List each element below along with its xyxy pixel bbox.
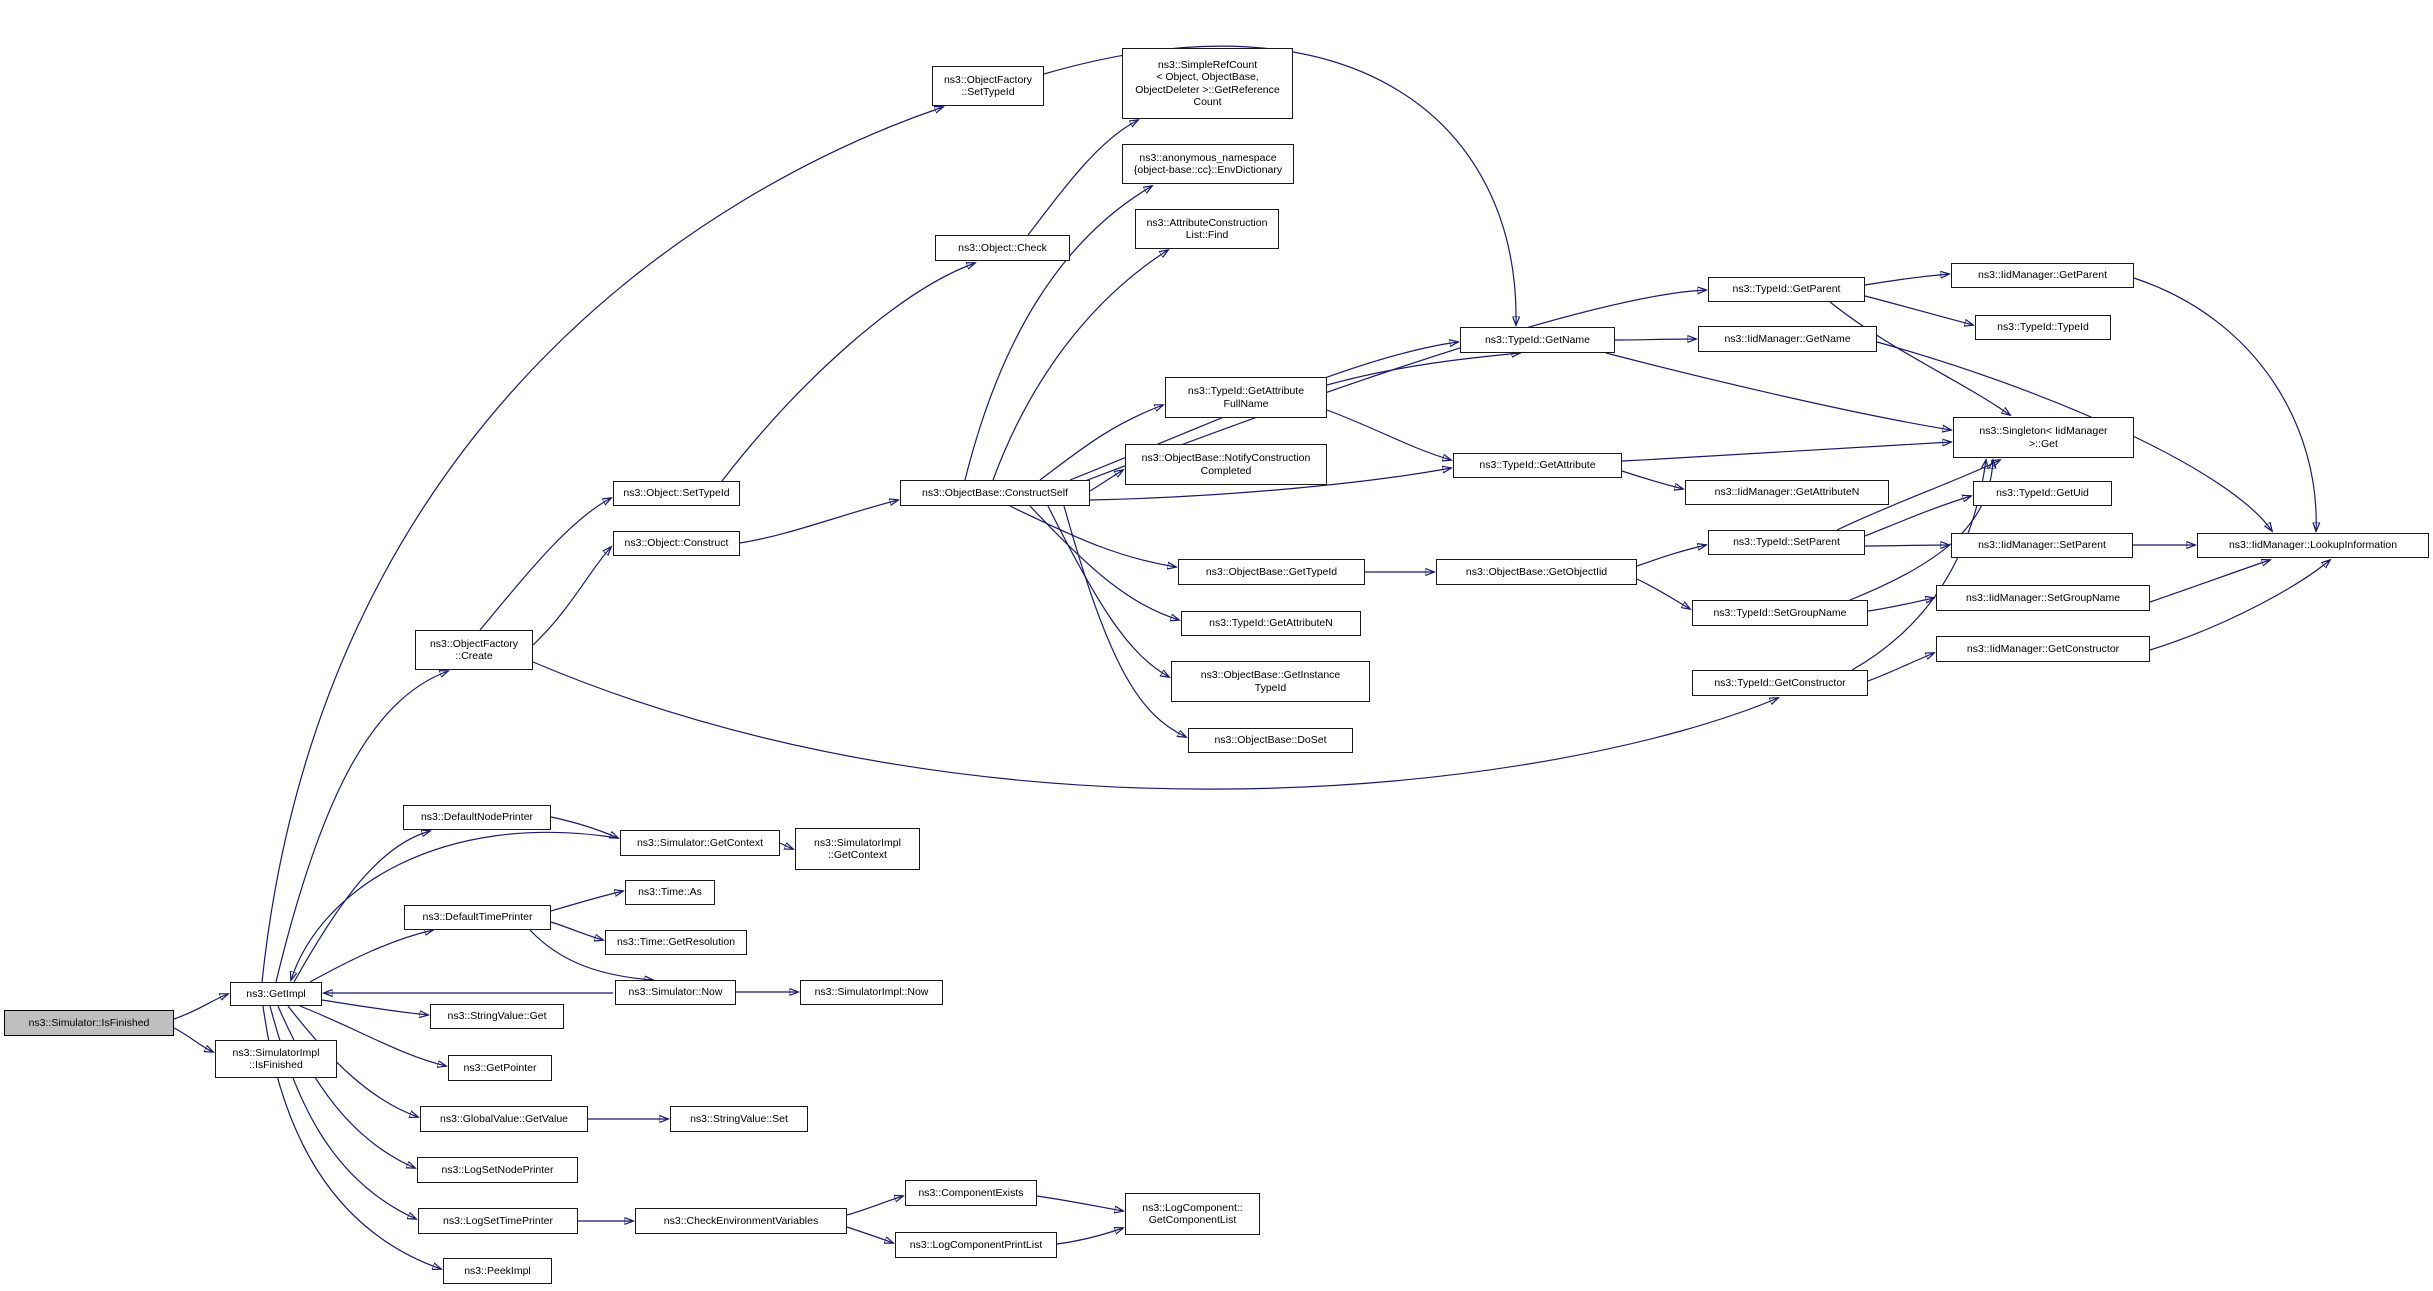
node-label: ns3::PeekImpl <box>464 1264 531 1277</box>
edge-ob_getobjectiid-tid_setgroupname <box>1637 579 1690 609</box>
node-label: ns3::Object::Construct <box>624 537 729 550</box>
edge-constructself-ob_gettypeid <box>1010 506 1176 567</box>
node-label: ns3::ObjectBase::GetInstance <box>1200 669 1341 681</box>
edge-constructself-ob_getinstancetypeid <box>1048 506 1169 677</box>
node-sim_getcontext[interactable] <box>620 830 780 856</box>
edge-tid_getattribute-singleton_get <box>1622 442 1951 461</box>
node-label: ns3::Time::GetResolution <box>616 936 736 949</box>
node-label: ns3::Simulator::IsFinished <box>28 1016 150 1029</box>
node-label: ns3::anonymous_namespace <box>1139 151 1277 164</box>
node-tid_setgroupname[interactable] <box>1692 600 1868 626</box>
node-label: ns3::TypeId::GetParent <box>1732 283 1841 296</box>
node-getimpl[interactable] <box>230 982 322 1006</box>
node-label: FullName <box>1223 397 1269 410</box>
node-label: ns3::TypeId::GetName <box>1484 333 1591 346</box>
node-label: ::GetContext <box>828 849 887 861</box>
node-tid_getname[interactable] <box>1460 327 1615 353</box>
edge-tid_setparent-iid_setparent <box>1865 545 1949 546</box>
node-label: ns3::Singleton< IidManager <box>1979 425 2108 437</box>
node-label: ns3::ObjectBase::GetObjectIid <box>1465 565 1608 578</box>
node-label: ns3::GlobalValue::GetValue <box>439 1112 569 1125</box>
node-label: ns3::SimulatorImpl::Now <box>814 986 929 999</box>
node-label: GetComponentList <box>1148 1214 1237 1226</box>
node-label: ns3::ObjectBase::DoSet <box>1214 734 1327 747</box>
edge-of_create-obj_settypeid <box>480 498 611 630</box>
node-label: ns3::SimulatorImpl <box>232 1046 320 1059</box>
node-label: ns3::ComponentExists <box>918 1186 1024 1199</box>
node-constructself[interactable] <box>900 480 1090 506</box>
node-iid_setgroupname[interactable] <box>1936 585 2150 611</box>
node-label: ns3::SimpleRefCount <box>1157 58 1258 71</box>
node-label: ns3::IidManager::LookupInformation <box>2228 539 2398 552</box>
node-peekimpl[interactable] <box>443 1258 552 1284</box>
node-label: ns3::IidManager::SetParent <box>1978 539 2106 552</box>
node-obj_construct[interactable] <box>613 531 740 556</box>
node-envdict[interactable] <box>1122 144 1294 184</box>
edge-obj_construct-constructself <box>740 500 898 543</box>
edge-sim_getcontext-simimpl_getcontext <box>780 843 793 849</box>
node-label: ns3::CheckEnvironmentVariables <box>663 1214 819 1227</box>
node-sim_now[interactable] <box>615 980 736 1005</box>
node-label: ns3::StringValue::Get <box>447 1010 547 1023</box>
node-simimpl_now[interactable] <box>800 980 943 1005</box>
edge-iid_getconstructor-lookupinfo <box>2150 560 2330 650</box>
node-ob_getinstancetypeid[interactable] <box>1171 661 1370 702</box>
node-label: >::Get <box>2029 437 2058 450</box>
node-label: ns3::TypeId::SetParent <box>1733 536 1840 549</box>
edge-getimpl-stringvalue_get <box>322 1000 428 1015</box>
node-label: ns3::Simulator::Now <box>628 986 723 999</box>
node-logsetnodeprinter[interactable] <box>417 1157 578 1183</box>
node-label: ns3::Simulator::GetContext <box>636 836 764 849</box>
node-iid_getconstructor[interactable] <box>1936 636 2150 662</box>
node-label: ::Create <box>455 650 493 662</box>
edge-getimpl-logsettimeprinter <box>270 1006 416 1219</box>
node-label: ns3::TypeId::GetAttributeN <box>1209 617 1333 630</box>
node-label: List::Find <box>1185 229 1229 241</box>
node-label: Completed <box>1200 464 1252 477</box>
node-label: ns3::ObjectBase::NotifyConstruction <box>1141 452 1311 464</box>
node-label: ns3::GetPointer <box>463 1061 537 1074</box>
node-label: ns3::TypeId::GetUid <box>1996 487 2089 500</box>
node-iid_getattributen[interactable] <box>1685 480 1889 505</box>
edge-obj_settypeid-obj_check <box>722 263 975 481</box>
edge-defaulttimeprinter-time_getres <box>551 922 603 940</box>
node-label: TypeId <box>1254 681 1287 694</box>
edge-of_create-obj_construct <box>533 547 611 645</box>
edge-iid_setgroupname-lookupinfo <box>2150 560 2270 602</box>
node-label: ns3::IidManager::GetParent <box>1978 269 2107 282</box>
node-label: ns3::LogSetTimePrinter <box>443 1214 553 1227</box>
node-tid_typeid[interactable] <box>1975 315 2111 340</box>
node-label: {object-base::cc}::EnvDictionary <box>1133 164 1283 176</box>
node-lookupinfo[interactable] <box>2197 533 2429 558</box>
node-defaulttimeprinter[interactable] <box>404 905 551 930</box>
edge-sim_isfinished-getimpl <box>174 994 228 1019</box>
node-stringvalue_set[interactable] <box>670 1106 808 1132</box>
node-tid_getconstructor[interactable] <box>1692 670 1868 696</box>
edge-getimpl-logsetnodeprinter <box>278 1006 415 1168</box>
edge-checkenv-logcomponentprintlist <box>847 1227 893 1243</box>
node-tid_getattributen[interactable] <box>1181 611 1361 636</box>
node-label: ns3::TypeId::GetAttribute <box>1479 459 1596 472</box>
edge-ob_getobjectiid-tid_setparent <box>1637 545 1706 566</box>
node-simimpl_isfinished[interactable] <box>215 1040 337 1078</box>
edge-constructself-ob_doset <box>1064 506 1186 737</box>
node-checkenv[interactable] <box>635 1208 847 1234</box>
node-ob_gettypeid[interactable] <box>1178 559 1365 585</box>
edge-of_create-tid_getconstructor <box>533 662 1778 789</box>
node-label: ns3::TypeId::TypeId <box>1997 321 2089 334</box>
node-getpointer[interactable] <box>448 1055 552 1081</box>
node-tid_getattribute[interactable] <box>1453 453 1622 478</box>
edge-logcomponentprintlist-getcomponentlist <box>1057 1228 1123 1244</box>
node-defaultnodeprinter[interactable] <box>403 805 551 830</box>
node-simplerefcount[interactable] <box>1122 48 1293 119</box>
edge-componentexists-getcomponentlist <box>1037 1196 1123 1211</box>
edge-tid_getparent-tid_typeid <box>1865 296 1973 325</box>
edge-defaultnodeprinter-sim_getcontext <box>551 817 618 838</box>
node-globalvalue_getvalue[interactable] <box>420 1106 588 1132</box>
node-time_as[interactable] <box>625 880 715 905</box>
node-label: ::SetTypeId <box>961 86 1015 98</box>
node-label: ::IsFinished <box>249 1059 303 1071</box>
edge-tid_getattribute-iid_getattributen <box>1622 471 1683 489</box>
node-label: ns3::ObjectFactory <box>429 637 519 650</box>
node-getcomponentlist[interactable] <box>1125 1193 1260 1235</box>
node-label: ns3::LogComponent:: <box>1142 1201 1243 1214</box>
node-label: ns3::ObjectFactory <box>943 73 1033 86</box>
edge-fullname-tid_getattribute <box>1327 410 1451 460</box>
node-singleton_get[interactable] <box>1953 417 2134 458</box>
node-label: < Object, ObjectBase, <box>1156 71 1259 83</box>
node-label: ns3::DefaultTimePrinter <box>422 911 533 924</box>
node-componentexists[interactable] <box>905 1180 1037 1206</box>
edge-tid_getname-iid_getname <box>1615 339 1696 340</box>
node-label: ns3::TypeId::SetGroupName <box>1713 606 1847 619</box>
node-simimpl_getcontext[interactable] <box>795 828 920 870</box>
node-of_settypeid[interactable] <box>932 66 1044 106</box>
node-label: ns3::IidManager::SetGroupName <box>1965 591 2121 604</box>
node-label: ns3::AttributeConstruction <box>1146 216 1268 229</box>
node-label: ns3::ObjectBase::ConstructSelf <box>922 486 1068 499</box>
edge-iid_getparent-lookupinfo <box>2134 278 2316 531</box>
node-label: ns3::IidManager::GetName <box>1724 332 1851 345</box>
node-label: ns3::TypeId::GetAttribute <box>1187 385 1305 397</box>
node-logcomponentprintlist[interactable] <box>895 1232 1057 1258</box>
node-label: ns3::Time::As <box>638 886 702 899</box>
node-tid_getuid[interactable] <box>1973 481 2112 506</box>
node-label: ns3::GetImpl <box>246 987 306 1000</box>
node-label: ns3::IidManager::GetConstructor <box>1966 642 2120 655</box>
node-tid_setparent[interactable] <box>1708 530 1865 555</box>
node-label: ns3::SimulatorImpl <box>814 836 901 849</box>
node-ob_doset[interactable] <box>1188 728 1353 753</box>
node-sim_isfinished <box>4 1010 174 1036</box>
edge-tid_getconstructor-iid_getconstructor <box>1868 653 1934 681</box>
edge-fullname-tid_getname <box>1327 353 1520 385</box>
node-label: ns3::StringValue::Set <box>690 1112 788 1125</box>
node-label: ns3::LogComponentPrintList <box>909 1238 1043 1251</box>
node-label: ns3::Object::SetTypeId <box>623 487 730 500</box>
edge-getimpl-defaulttimeprinter <box>310 930 433 982</box>
node-attrfind[interactable] <box>1135 209 1279 249</box>
node-iid_setparent[interactable] <box>1951 533 2133 558</box>
node-time_getres[interactable] <box>605 930 747 955</box>
node-label: ObjectDeleter >::GetReference <box>1135 83 1280 96</box>
node-label: Count <box>1193 96 1222 108</box>
node-label: ns3::LogSetNodePrinter <box>441 1163 554 1176</box>
node-fullname[interactable] <box>1165 377 1327 418</box>
edge-constructself-envdict <box>965 186 1152 480</box>
edge-tid_getname-singleton_get <box>1606 353 1951 430</box>
node-label: ns3::DefaultNodePrinter <box>420 811 534 824</box>
edge-checkenv-componentexists <box>847 1196 903 1215</box>
edge-sim_isfinished-simimpl_isfinished <box>174 1028 213 1052</box>
node-label: ns3::Object::Check <box>958 241 1047 254</box>
node-of_create[interactable] <box>415 630 533 670</box>
edge-tid_getparent-iid_getparent <box>1865 274 1949 285</box>
edge-tid_setgroupname-iid_setgroupname <box>1868 598 1934 611</box>
node-obj_check[interactable] <box>935 235 1070 261</box>
node-obj_settypeid[interactable] <box>613 481 740 506</box>
node-tid_getparent[interactable] <box>1708 277 1865 302</box>
node-ob_getobjectiid[interactable] <box>1436 559 1637 585</box>
node-label: ns3::IidManager::GetAttributeN <box>1714 486 1860 499</box>
node-label: ns3::TypeId::GetConstructor <box>1714 676 1846 689</box>
edge-defaulttimeprinter-time_as <box>551 891 623 911</box>
node-iid_getparent[interactable] <box>1951 263 2134 288</box>
node-notifycc[interactable] <box>1125 444 1327 485</box>
node-label: ns3::ObjectBase::GetTypeId <box>1205 565 1338 578</box>
node-iid_getname[interactable] <box>1698 326 1877 352</box>
node-stringvalue_get[interactable] <box>430 1004 564 1029</box>
node-logsettimeprinter[interactable] <box>418 1208 578 1234</box>
